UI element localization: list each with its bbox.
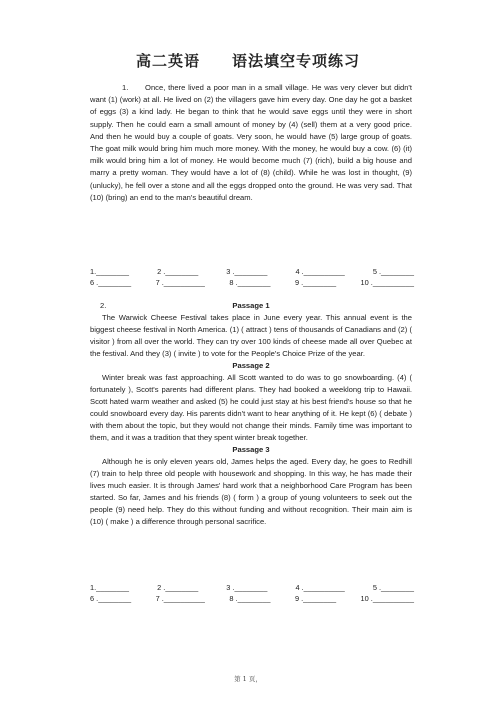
answer-blank: 7 .__________ bbox=[155, 278, 205, 287]
answer-blank: 6 .________ bbox=[90, 278, 132, 287]
section-1-number: 1. bbox=[122, 83, 146, 92]
answer-blank: 5 .________ bbox=[372, 267, 414, 276]
answer-blank: 6 .________ bbox=[90, 594, 132, 603]
passage-1-text: The Warwick Cheese Festival takes place in June every year. This annual event is the biggest cheese festival in North America. (1) ( attract ) tens of thousands of Canadians and (2) ( visitor ) from all over the world. They can try over 100 kinds of cheese made all over Quebec at the festival. And they (3) ( invite ) to vote for the People's Choice Prize of the year. bbox=[90, 313, 412, 358]
answer-blank: 3 .________ bbox=[226, 267, 268, 276]
section-2 bbox=[90, 300, 412, 528]
page-title: 高二英语 语法填空专项练习 bbox=[135, 52, 360, 70]
answer-blank: 8 .________ bbox=[229, 278, 271, 287]
section-1-text: 1. Once, there lived a poor man in a small village. He was very clever but didn't want (1) (work) at all. He lived on (2) the villagers gave him every day. One day he got a basket of eggs (3) a kind lady. He began to think that he would save eggs until they were in short supply. Then he could earn a small amount of money by (4) (sell) them at a very good price. And then he would buy a couple of goats. Very soon, he would have (5) large group of goats. The goat milk would bring him much more money. With the money, he would buy a cow. (6) (it) milk would bring him a lot of money. He would become much (7) (rich), build a big house and marry a pretty woman. They would have a lot of (8) (child). While he was lost in thought, (9) (unlucky), he fell over a stone and all the eggs dropped onto the ground. He was very sad. That (10) (bring) an end to the man's beautiful dream. bbox=[90, 83, 412, 202]
answer-blank: 4 .__________ bbox=[295, 267, 345, 276]
answer-blank: 9 .________ bbox=[294, 278, 337, 287]
passage-1-heading: Passage 1 bbox=[232, 301, 270, 310]
answer-blank: 2 .________ bbox=[157, 583, 199, 592]
page-footer: 第 1 页， bbox=[234, 675, 262, 683]
section-2-number: 2. bbox=[100, 301, 107, 310]
answer-blank: 9 .________ bbox=[294, 594, 337, 603]
passage-3-heading: Passage 3 bbox=[232, 445, 270, 454]
passage-2-heading: Passage 2 bbox=[232, 361, 270, 370]
answer-blank: 2 .________ bbox=[157, 267, 199, 276]
answer-blank: 3 .________ bbox=[226, 583, 268, 592]
answer-blank: 8 .________ bbox=[229, 594, 271, 603]
answer-blank: 5 .________ bbox=[372, 583, 414, 592]
answer-row bbox=[90, 277, 414, 288]
answer-blank: 4 .__________ bbox=[295, 583, 345, 592]
answer-row bbox=[90, 593, 414, 604]
answer-blank: 1.________ bbox=[90, 267, 130, 276]
passage-3-text: Although he is only eleven years old, James helps the aged. Every day, he goes to Redhill (7) train to help three old people with housework and shopping. In this way, he has made their lives much easier. It is through James' hard work that a neighborhood Care Program has been started. So far, James and his friends (8) ( form ) a group of young volunteers to seek out the people (9) need help. They do this without funding and without recognition. Their main aim is (10) ( make ) a difference through personal sacrifice. bbox=[90, 457, 412, 526]
answer-row bbox=[90, 582, 414, 593]
answer-blank: 10 .__________ bbox=[360, 594, 414, 603]
answer-blank: 7 .__________ bbox=[155, 594, 205, 603]
section-1 bbox=[90, 82, 412, 204]
answer-blanks-2 bbox=[90, 582, 414, 604]
passage-2-text: Winter break was fast approaching. All Scott wanted to do was to go snowboarding. (4) ( fortunately ), Scott's parents had different plans. They had booked a weeklong trip to Hawaii. Scott hated warm weather and asked (5) he could just stay at his best friend's house so that he could snowboard every day. His parents didn't want to hear anything of it. He kept (6) ( debate ) with them about the topic, but they would not change their minds. Family time was important to them, and it was a tradition that they spent winter break together. bbox=[90, 373, 412, 442]
answer-row bbox=[90, 266, 414, 277]
answer-blanks-1 bbox=[90, 266, 414, 288]
answer-blank: 1.________ bbox=[90, 583, 130, 592]
answer-blank: 10 .__________ bbox=[360, 278, 414, 287]
